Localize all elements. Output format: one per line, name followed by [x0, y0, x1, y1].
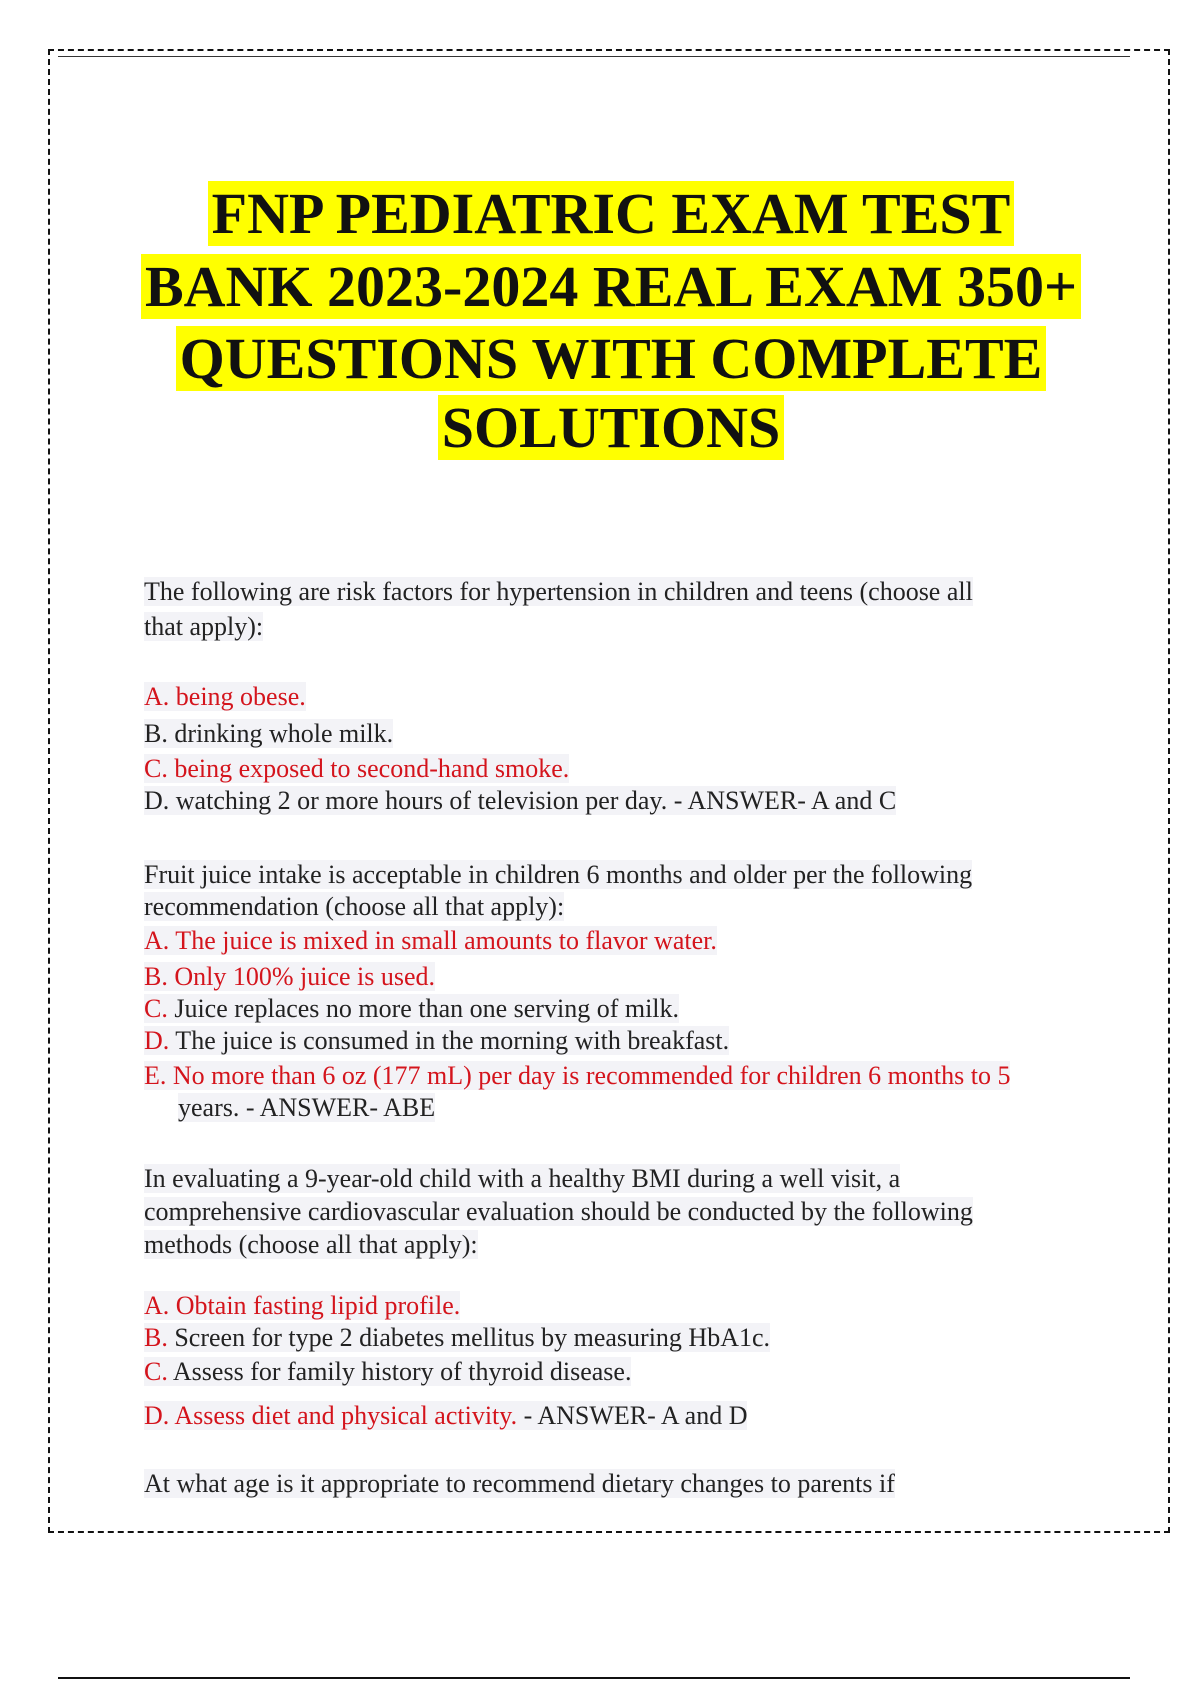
question-stem: that apply): [144, 612, 264, 641]
option-d: The juice is consumed in the morning with breakfast. [169, 1026, 730, 1055]
option-d-correct: D. Assess diet and physical activity. [144, 1401, 518, 1430]
option-c: Assess for family history of thyroid disease. [167, 1357, 632, 1386]
question-stem: methods (choose all that apply): [144, 1230, 478, 1259]
question-stem: recommendation (choose all that apply): [144, 892, 565, 921]
option-d-answer: D. watching 2 or more hours of television per day. - ANSWER- A and C [144, 786, 897, 815]
question-stem: Fruit juice intake is acceptable in children 6 months and older per the following [144, 860, 973, 889]
question-stem: In evaluating a 9-year-old child with a healthy BMI during a well visit, a [144, 1164, 901, 1193]
option-a-correct: A. Obtain fasting lipid profile. [144, 1291, 461, 1320]
answer-line: - ANSWER- A and D [517, 1401, 748, 1430]
option-label: D. [144, 1026, 170, 1055]
option-e-correct: E. No more than 6 oz (177 mL) per day is recommended for children 6 months to 5 [144, 1061, 1011, 1090]
option-label: C. [144, 1357, 168, 1386]
bottom-rule [58, 1677, 1130, 1679]
question-stem: The following are risk factors for hypertension in children and teens (choose all [144, 577, 973, 606]
option-b-correct: B. Only 100% juice is used. [144, 962, 436, 991]
option-a-correct: A. The juice is mixed in small amounts to flavor water. [144, 926, 717, 955]
option-c: Juice replaces no more than one serving of milk. [167, 994, 680, 1023]
option-label: C. [144, 994, 168, 1023]
title-line: BANK 2023-2024 REAL EXAM 350+ [141, 254, 1081, 319]
title-line: QUESTIONS WITH COMPLETE [176, 326, 1047, 391]
option-b: B. drinking whole milk. [144, 719, 394, 748]
question-stem: comprehensive cardiovascular evaluation should be conducted by the following [144, 1197, 973, 1226]
option-b: Screen for type 2 diabetes mellitus by measuring HbA1c. [167, 1323, 771, 1352]
question-stem: At what age is it appropriate to recommend dietary changes to parents if [144, 1469, 895, 1498]
title-line: SOLUTIONS [438, 395, 784, 460]
title-line: FNP PEDIATRIC EXAM TEST [208, 181, 1015, 246]
option-a-correct: A. being obese. [144, 682, 306, 711]
top-rule [58, 56, 1130, 57]
answer-line: years. - ANSWER- ABE [178, 1093, 436, 1122]
option-label: B. [144, 1323, 168, 1352]
option-c-correct: C. being exposed to second-hand smoke. [144, 754, 570, 783]
